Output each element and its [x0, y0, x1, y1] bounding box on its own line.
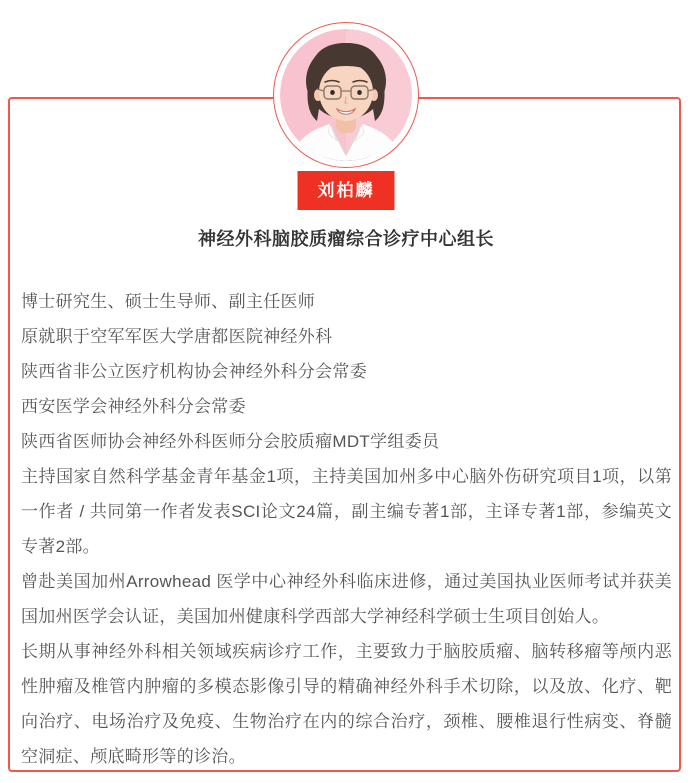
- credential-item: 陕西省医师协会神经外科医师分会胶质瘤MDT学组委员: [21, 432, 440, 451]
- credentials-list: [21, 284, 672, 459]
- doctor-avatar: [273, 22, 419, 168]
- bio-paragraph: 主持国家自然科学基金青年基金1项，主持美国加州多中心脑外伤研究项目1项，以第一作者 / 共同第一作者发表SCI论文24篇，副主编专著1部，主译专著1部，参编英文专著2部。: [21, 467, 672, 556]
- credential-item: 原就职于空军军医大学唐都医院神经外科: [21, 327, 333, 346]
- doctor-portrait-image: [280, 29, 412, 161]
- bio-paragraph: 长期从事神经外科相关领域疾病诊疗工作，主要致力于脑胶质瘤、脑转移瘤等颅内恶性肿瘤及椎管内肿瘤的多模态影像引导的精确神经外科手术切除，以及放、化疗、靶向治疗、电场治疗及免疫、生物治疗在内的综合治疗，颈椎、腰椎退行性病变、脊髓空洞症、颅底畸形等的诊治。: [21, 642, 672, 766]
- bio-paragraph: 曾赴美国加州Arrowhead 医学中心神经外科临床进修，通过美国执业医师考试并获美国加州医学会认证，美国加州健康科学西部大学神经科学硕士生项目创始人。: [21, 572, 672, 626]
- credential-item: 陕西省非公立医疗机构协会神经外科分会常委: [21, 362, 367, 381]
- doctor-name-badge: 刘柏麟: [298, 171, 395, 210]
- credential-item: 博士研究生、硕士生导师、副主任医师: [21, 292, 316, 311]
- credential-item: 西安医学会神经外科分会常委: [21, 397, 246, 416]
- doctor-title: 神经外科脑胶质瘤综合诊疗中心组长: [198, 229, 494, 249]
- bio-content: [21, 284, 672, 774]
